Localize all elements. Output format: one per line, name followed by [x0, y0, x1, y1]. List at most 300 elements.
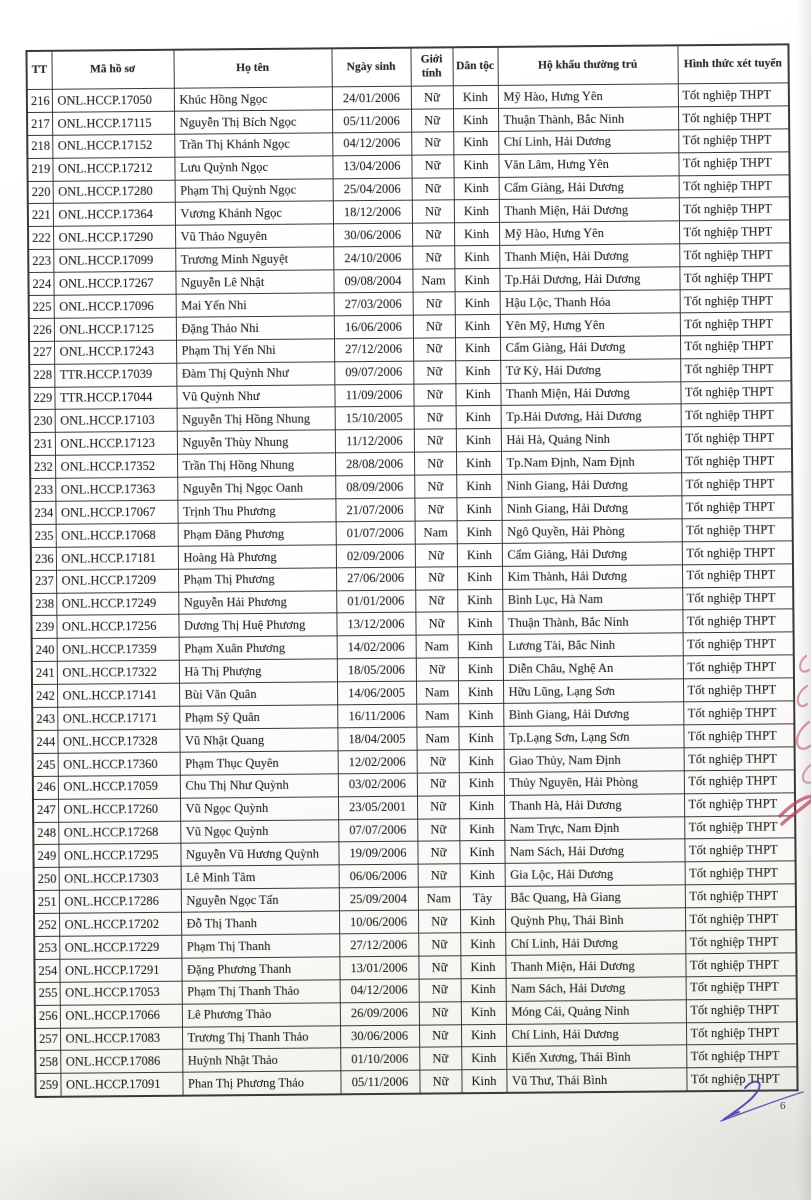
- cell-ho-khau: Ninh Giang, Hải Dương: [501, 473, 681, 497]
- cell-gioi-tinh: Nữ: [414, 452, 456, 475]
- cell-dan-toc: Kinh: [461, 978, 506, 1001]
- col-header-tt: TT: [26, 51, 51, 90]
- cell-gioi-tinh: Nữ: [417, 841, 459, 864]
- cell-gioi-tinh: Nữ: [418, 933, 460, 956]
- cell-ngay-sinh: 23/05/2001: [338, 796, 417, 820]
- cell-dan-toc: Kinh: [460, 864, 505, 887]
- cell-ho-ten: Phạm Thị Thanh Thảo: [182, 980, 340, 1004]
- col-header-gioi-tinh: Giới tính: [410, 47, 452, 86]
- cell-tt: 235: [31, 524, 56, 547]
- cell-gioi-tinh: Nữ: [417, 772, 459, 795]
- cell-ma-ho-so: ONL.HCCP.17068: [56, 523, 178, 547]
- cell-gioi-tinh: Nữ: [411, 154, 453, 177]
- cell-ngay-sinh: 14/02/2006: [337, 636, 416, 660]
- cell-hinh-thuc: Tốt nghiệp THPT: [683, 632, 794, 656]
- cell-ho-ten: Phạm Xuân Phương: [179, 636, 337, 660]
- cell-hinh-thuc: Tốt nghiệp THPT: [685, 953, 796, 977]
- cell-hinh-thuc: Tốt nghiệp THPT: [686, 998, 797, 1022]
- cell-gioi-tinh: Nữ: [416, 658, 458, 681]
- cell-ho-ten: Nguyễn Vũ Hương Quỳnh: [180, 842, 338, 866]
- cell-hinh-thuc: Tốt nghiệp THPT: [678, 152, 789, 176]
- cell-ho-khau: Bình Giang, Hải Dương: [503, 702, 683, 726]
- cell-ma-ho-so: ONL.HCCP.17050: [52, 88, 174, 112]
- cell-dan-toc: Kinh: [457, 612, 502, 635]
- cell-gioi-tinh: Nữ: [418, 956, 460, 979]
- cell-ma-ho-so: ONL.HCCP.17229: [59, 935, 181, 959]
- cell-dan-toc: Kinh: [460, 909, 505, 932]
- cell-hinh-thuc: Tốt nghiệp THPT: [684, 815, 795, 839]
- cell-ngay-sinh: 09/08/2004: [333, 269, 412, 293]
- cell-dan-toc: Kinh: [457, 566, 502, 589]
- cell-tt: 239: [31, 616, 56, 639]
- cell-ngay-sinh: 04/12/2006: [332, 132, 411, 156]
- cell-ngay-sinh: 19/09/2006: [338, 842, 417, 866]
- cell-gioi-tinh: Nữ: [413, 360, 455, 383]
- cell-gioi-tinh: Nữ: [418, 910, 460, 933]
- cell-dan-toc: Kinh: [461, 1001, 506, 1024]
- cell-hinh-thuc: Tốt nghiệp THPT: [685, 884, 796, 908]
- cell-ngay-sinh: 21/07/2006: [335, 498, 414, 522]
- cell-gioi-tinh: Nữ: [415, 566, 457, 589]
- cell-gioi-tinh: Nữ: [418, 864, 460, 887]
- cell-ho-ten: Nguyễn Thị Bích Ngọc: [174, 110, 332, 134]
- cell-dan-toc: Kinh: [453, 108, 498, 131]
- cell-ho-khau: Nam Sách, Hải Dương: [506, 977, 686, 1001]
- cell-ngay-sinh: 27/03/2006: [334, 292, 413, 316]
- cell-hinh-thuc: Tốt nghiệp THPT: [686, 1044, 797, 1068]
- cell-gioi-tinh: Nam: [415, 521, 457, 544]
- cell-ho-khau: Tp.Lạng Sơn, Lạng Sơn: [503, 725, 683, 749]
- cell-ma-ho-so: ONL.HCCP.17243: [54, 340, 176, 364]
- cell-gioi-tinh: Nữ: [414, 498, 456, 521]
- cell-ho-ten: Đặng Phương Thanh: [181, 957, 339, 981]
- cell-ho-ten: Chu Thị Như Quỳnh: [180, 774, 338, 798]
- cell-tt: 222: [28, 227, 53, 250]
- cell-hinh-thuc: Tốt nghiệp THPT: [682, 541, 793, 565]
- cell-ngay-sinh: 11/12/2006: [335, 430, 414, 454]
- cell-dan-toc: Kinh: [459, 749, 504, 772]
- cell-ho-ten: Bùi Văn Quân: [179, 682, 337, 706]
- cell-ma-ho-so: ONL.HCCP.17152: [52, 134, 174, 158]
- cell-ma-ho-so: ONL.HCCP.17328: [57, 729, 179, 753]
- cell-ma-ho-so: ONL.HCCP.17363: [55, 477, 177, 501]
- cell-ho-ten: Vũ Ngọc Quỳnh: [180, 796, 338, 820]
- cell-dan-toc: Kinh: [461, 1047, 506, 1070]
- cell-ho-khau: Bình Lục, Hà Nam: [502, 587, 682, 611]
- records-body: [27, 83, 798, 1097]
- cell-tt: 245: [33, 753, 58, 776]
- cell-ho-ten: Vũ Ngọc Quỳnh: [180, 819, 338, 843]
- cell-ho-ten: Phạm Đăng Phương: [178, 522, 336, 546]
- cell-hinh-thuc: Tốt nghiệp THPT: [680, 335, 791, 359]
- cell-ma-ho-so: ONL.HCCP.17268: [58, 821, 180, 845]
- cell-ho-ten: Trương Thị Thanh Thảo: [182, 1025, 340, 1049]
- cell-dan-toc: Kinh: [454, 269, 499, 292]
- cell-ma-ho-so: ONL.HCCP.17181: [56, 546, 178, 570]
- cell-ma-ho-so: ONL.HCCP.17303: [59, 866, 181, 890]
- cell-ngay-sinh: 05/11/2006: [340, 1070, 419, 1094]
- col-header-dan-toc: Dân tộc: [452, 47, 497, 86]
- cell-hinh-thuc: Tốt nghiệp THPT: [679, 174, 790, 198]
- cell-hinh-thuc: Tốt nghiệp THPT: [681, 426, 792, 450]
- cell-gioi-tinh: Nam: [412, 269, 454, 292]
- cell-tt: 248: [33, 822, 58, 845]
- cell-ho-ten: Vũ Nhật Quang: [179, 728, 337, 752]
- cell-ho-khau: Bắc Quang, Hà Giang: [505, 885, 685, 909]
- cell-tt: 223: [28, 250, 53, 273]
- cell-ho-khau: Gia Lộc, Hải Dương: [505, 862, 685, 886]
- cell-dan-toc: Kinh: [455, 337, 500, 360]
- cell-tt: 219: [27, 158, 52, 181]
- cell-tt: 244: [32, 730, 57, 753]
- cell-hinh-thuc: Tốt nghiệp THPT: [678, 106, 789, 130]
- cell-ma-ho-so: ONL.HCCP.17123: [55, 432, 177, 456]
- cell-ho-khau: Chí Linh, Hải Dương: [498, 130, 678, 154]
- cell-gioi-tinh: Nữ: [412, 177, 454, 200]
- cell-ma-ho-so: ONL.HCCP.17267: [53, 271, 175, 295]
- cell-ma-ho-so: ONL.HCCP.17096: [54, 294, 176, 318]
- cell-gioi-tinh: Nữ: [413, 315, 455, 338]
- cell-ho-ten: Khúc Hồng Ngọc: [174, 87, 332, 111]
- cell-hinh-thuc: Tốt nghiệp THPT: [682, 518, 793, 542]
- cell-tt: 246: [33, 776, 58, 799]
- cell-ho-khau: Tp.Hải Dương, Hải Dương: [501, 404, 681, 428]
- cell-ho-khau: Chí Linh, Hải Dương: [505, 931, 685, 955]
- cell-tt: 220: [28, 181, 53, 204]
- cell-hinh-thuc: Tốt nghiệp THPT: [686, 976, 797, 1000]
- cell-tt: 250: [34, 868, 59, 891]
- cell-ma-ho-so: TTR.HCCP.17039: [54, 363, 176, 387]
- cell-ho-ten: Nguyễn Thị Hồng Nhung: [177, 407, 335, 431]
- cell-ngay-sinh: 13/04/2006: [332, 155, 411, 179]
- cell-tt: 236: [31, 547, 56, 570]
- cell-gioi-tinh: Nữ: [415, 612, 457, 635]
- cell-ho-khau: Lương Tài, Bắc Ninh: [503, 633, 683, 657]
- cell-ho-khau: Ninh Giang, Hải Dương: [501, 496, 681, 520]
- cell-ho-ten: Phan Thị Phương Thảo: [182, 1071, 340, 1096]
- cell-gioi-tinh: Nữ: [415, 589, 457, 612]
- cell-ngay-sinh: 08/09/2006: [335, 475, 414, 499]
- cell-ho-ten: Lê Minh Tâm: [181, 865, 339, 889]
- cell-gioi-tinh: Nữ: [413, 338, 455, 361]
- cell-ngay-sinh: 01/01/2006: [336, 590, 415, 614]
- cell-ngay-sinh: 26/09/2006: [340, 1002, 419, 1026]
- cell-tt: 232: [30, 456, 55, 479]
- cell-ho-khau: Giao Thủy, Nam Định: [504, 748, 684, 772]
- cell-ho-ten: Trương Minh Nguyệt: [175, 247, 333, 271]
- cell-ma-ho-so: ONL.HCCP.17290: [53, 226, 175, 250]
- cell-ho-ten: Hà Thị Phượng: [179, 659, 337, 683]
- cell-ngay-sinh: 28/08/2006: [335, 452, 414, 476]
- col-header-ho-khau: Hộ khẩu thường trú: [497, 45, 677, 85]
- cell-ho-khau: Thuận Thành, Bắc Ninh: [498, 107, 678, 131]
- cell-ho-ten: Trịnh Thu Phương: [177, 499, 335, 523]
- cell-ma-ho-so: ONL.HCCP.17141: [57, 683, 179, 707]
- applicants-table: [25, 43, 798, 1098]
- cell-ma-ho-so: ONL.HCCP.17059: [58, 775, 180, 799]
- cell-gioi-tinh: Nữ: [411, 86, 453, 109]
- cell-ho-khau: Diễn Châu, Nghệ An: [503, 656, 683, 680]
- cell-dan-toc: Kinh: [455, 383, 500, 406]
- cell-dan-toc: Kinh: [459, 818, 504, 841]
- cell-ma-ho-so: ONL.HCCP.17091: [60, 1072, 182, 1096]
- cell-tt: 234: [30, 501, 55, 524]
- header-row: [26, 44, 788, 89]
- cell-tt: 256: [35, 1005, 60, 1028]
- cell-ngay-sinh: 11/09/2006: [334, 384, 413, 408]
- cell-hinh-thuc: Tốt nghiệp THPT: [680, 312, 791, 336]
- cell-ho-ten: Trần Thị Khánh Ngọc: [174, 133, 332, 157]
- cell-ma-ho-so: ONL.HCCP.17209: [56, 569, 178, 593]
- cell-gioi-tinh: Nữ: [419, 1001, 461, 1024]
- cell-hinh-thuc: Tốt nghiệp THPT: [679, 266, 790, 290]
- cell-tt: 247: [33, 799, 58, 822]
- cell-ngay-sinh: 05/11/2006: [332, 109, 411, 133]
- cell-ho-ten: Dương Thị Huệ Phương: [178, 613, 336, 637]
- cell-dan-toc: Kinh: [459, 772, 504, 795]
- cell-hinh-thuc: Tốt nghiệp THPT: [685, 907, 796, 931]
- cell-ho-khau: Yên Mỹ, Hưng Yên: [500, 313, 680, 337]
- cell-ma-ho-so: TTR.HCCP.17044: [54, 386, 176, 410]
- cell-hinh-thuc: Tốt nghiệp THPT: [681, 495, 792, 519]
- cell-dan-toc: Kinh: [461, 1024, 506, 1047]
- cell-gioi-tinh: Nữ: [413, 383, 455, 406]
- cell-dan-toc: Kinh: [458, 635, 503, 658]
- cell-tt: 238: [31, 593, 56, 616]
- cell-tt: 243: [32, 707, 57, 730]
- cell-gioi-tinh: Nữ: [419, 978, 461, 1001]
- cell-hinh-thuc: Tốt nghiệp THPT: [680, 289, 791, 313]
- cell-ho-ten: Đặng Thảo Nhi: [176, 316, 334, 340]
- cell-ho-ten: Phạm Thị Yến Nhi: [176, 339, 334, 363]
- cell-hinh-thuc: Tốt nghiệp THPT: [685, 930, 796, 954]
- cell-dan-toc: Tày: [460, 887, 505, 910]
- cell-gioi-tinh: Nữ: [414, 475, 456, 498]
- cell-dan-toc: Kinh: [455, 314, 500, 337]
- cell-ho-ten: Huỳnh Nhật Thảo: [182, 1048, 340, 1072]
- cell-dan-toc: Kinh: [460, 955, 505, 978]
- cell-hinh-thuc: Tốt nghiệp THPT: [683, 724, 794, 748]
- cell-ho-khau: Kim Thành, Hải Dương: [502, 565, 682, 589]
- cell-dan-toc: Kinh: [454, 246, 499, 269]
- cell-ho-ten: Phạm Sỹ Quân: [179, 705, 337, 729]
- cell-ho-ten: Hoàng Hà Phương: [178, 545, 336, 569]
- cell-ngay-sinh: 07/07/2006: [338, 819, 417, 843]
- cell-ma-ho-so: ONL.HCCP.17115: [52, 111, 174, 135]
- cell-ho-ten: Vương Khánh Ngọc: [175, 201, 333, 225]
- cell-ngay-sinh: 27/06/2006: [336, 567, 415, 591]
- cell-ma-ho-so: ONL.HCCP.17171: [57, 706, 179, 730]
- cell-hinh-thuc: Tốt nghiệp THPT: [685, 861, 796, 885]
- cell-gioi-tinh: Nữ: [419, 1070, 461, 1094]
- cell-gioi-tinh: Nữ: [414, 406, 456, 429]
- cell-ngay-sinh: 27/12/2006: [334, 338, 413, 362]
- cell-tt: 218: [27, 135, 52, 158]
- cell-dan-toc: Kinh: [458, 726, 503, 749]
- cell-hinh-thuc: Tốt nghiệp THPT: [680, 358, 791, 382]
- cell-ho-khau: Móng Cái, Quảng Ninh: [506, 999, 686, 1023]
- cell-dan-toc: Kinh: [460, 932, 505, 955]
- cell-hinh-thuc: Tốt nghiệp THPT: [683, 655, 794, 679]
- cell-gioi-tinh: Nam: [416, 681, 458, 704]
- cell-ma-ho-so: ONL.HCCP.17360: [58, 752, 180, 776]
- cell-ho-khau: Văn Lâm, Hưng Yên: [498, 152, 678, 176]
- cell-ma-ho-so: ONL.HCCP.17083: [60, 1027, 182, 1051]
- cell-dan-toc: Kinh: [457, 589, 502, 612]
- cell-tt: 217: [27, 112, 52, 135]
- cell-dan-toc: Kinh: [456, 406, 501, 429]
- cell-ho-khau: Tp.Hải Dương, Hải Dương: [499, 267, 679, 291]
- cell-hinh-thuc: Tốt nghiệp THPT: [681, 472, 792, 496]
- cell-ho-khau: Mỹ Hào, Hưng Yên: [499, 221, 679, 245]
- cell-hinh-thuc: Tốt nghiệp THPT: [684, 770, 795, 794]
- cell-tt: 237: [31, 570, 56, 593]
- cell-gioi-tinh: Nữ: [412, 200, 454, 223]
- cell-tt: 240: [32, 639, 57, 662]
- cell-ho-ten: Mai Yến Nhi: [176, 293, 334, 317]
- cell-ho-ten: Vũ Quỳnh Như: [176, 384, 334, 408]
- cell-dan-toc: Kinh: [456, 429, 501, 452]
- cell-ho-ten: Phạm Thị Thanh: [181, 934, 339, 958]
- cell-ho-khau: Thanh Hà, Hải Dương: [504, 793, 684, 817]
- cell-ma-ho-so: ONL.HCCP.17053: [60, 981, 182, 1005]
- cell-gioi-tinh: Nữ: [413, 292, 455, 315]
- cell-dan-toc: Kinh: [454, 223, 499, 246]
- cell-tt: 226: [29, 318, 54, 341]
- cell-tt: 258: [35, 1051, 60, 1074]
- cell-ma-ho-so: ONL.HCCP.17291: [59, 958, 181, 982]
- cell-ho-khau: Hữu Lũng, Lạng Sơn: [503, 679, 683, 703]
- cell-ma-ho-so: ONL.HCCP.17103: [55, 409, 177, 433]
- cell-ma-ho-so: ONL.HCCP.17322: [57, 660, 179, 684]
- cell-ngay-sinh: 30/06/2006: [340, 1025, 419, 1049]
- cell-gioi-tinh: Nữ: [412, 246, 454, 269]
- cell-ho-ten: Nguyễn Ngọc Tấn: [181, 888, 339, 912]
- cell-ngay-sinh: 03/02/2006: [338, 773, 417, 797]
- cell-gioi-tinh: Nam: [416, 635, 458, 658]
- cell-ngay-sinh: 14/06/2005: [337, 681, 416, 705]
- cell-hinh-thuc: Tốt nghiệp THPT: [684, 747, 795, 771]
- cell-ngay-sinh: 01/07/2006: [336, 521, 415, 545]
- cell-dan-toc: Kinh: [461, 1070, 506, 1094]
- cell-hinh-thuc: Tốt nghiệp THPT: [682, 586, 793, 610]
- cell-ho-khau: Cẩm Giàng, Hải Dương: [500, 336, 680, 360]
- cell-ho-khau: Hải Hà, Quảng Ninh: [501, 427, 681, 451]
- cell-hinh-thuc: Tốt nghiệp THPT: [684, 792, 795, 816]
- cell-dan-toc: Kinh: [453, 154, 498, 177]
- cell-ho-khau: Thanh Miện, Hải Dương: [505, 954, 685, 978]
- cell-tt: 241: [32, 662, 57, 685]
- cell-dan-toc: Kinh: [454, 177, 499, 200]
- cell-hinh-thuc: Tốt nghiệp THPT: [679, 197, 790, 221]
- cell-gioi-tinh: Nữ: [412, 223, 454, 246]
- page-number: 6: [780, 1100, 786, 1112]
- cell-tt: 257: [35, 1028, 60, 1051]
- cell-ho-ten: Trần Thị Hồng Nhung: [177, 453, 335, 477]
- cell-ho-khau: Tứ Kỳ, Hải Dương: [500, 359, 680, 383]
- cell-dan-toc: Kinh: [459, 841, 504, 864]
- cell-hinh-thuc: Tốt nghiệp THPT: [684, 838, 795, 862]
- cell-dan-toc: Kinh: [455, 291, 500, 314]
- cell-ho-ten: Phạm Thị Quỳnh Ngọc: [175, 178, 333, 202]
- cell-ngay-sinh: 25/04/2006: [333, 178, 412, 202]
- cell-ma-ho-so: ONL.HCCP.17125: [54, 317, 176, 341]
- cell-ho-ten: Đỗ Thị Thanh: [181, 911, 339, 935]
- cell-hinh-thuc: Tốt nghiệp THPT: [680, 380, 791, 404]
- cell-ho-khau: Chí Linh, Hải Dương: [506, 1022, 686, 1046]
- cell-ho-ten: Lưu Quỳnh Ngọc: [174, 156, 332, 180]
- cell-ma-ho-so: ONL.HCCP.17067: [55, 500, 177, 524]
- cell-tt: 224: [28, 272, 53, 295]
- cell-ho-ten: Phạm Thị Phương: [178, 568, 336, 592]
- table-container: [25, 43, 796, 1098]
- cell-tt: 242: [32, 684, 57, 707]
- cell-tt: 221: [28, 204, 53, 227]
- cell-gioi-tinh: Nam: [416, 727, 458, 750]
- cell-ngay-sinh: 16/11/2006: [337, 704, 416, 728]
- cell-ma-ho-so: ONL.HCCP.17286: [59, 889, 181, 913]
- cell-dan-toc: Kinh: [453, 85, 498, 108]
- cell-ngay-sinh: 06/06/2006: [339, 864, 418, 888]
- cell-dan-toc: Kinh: [457, 520, 502, 543]
- cell-hinh-thuc: Tốt nghiệp THPT: [678, 129, 789, 153]
- cell-hinh-thuc: Tốt nghiệp THPT: [679, 220, 790, 244]
- cell-gioi-tinh: Nam: [416, 704, 458, 727]
- cell-ngay-sinh: 24/01/2006: [332, 86, 411, 110]
- cell-ho-khau: Thủy Nguyên, Hải Phòng: [504, 771, 684, 795]
- cell-dan-toc: Kinh: [458, 658, 503, 681]
- cell-ngay-sinh: 25/09/2004: [339, 887, 418, 911]
- cell-tt: 254: [34, 959, 59, 982]
- cell-ho-ten: Đàm Thị Quỳnh Như: [176, 362, 334, 386]
- cell-ngay-sinh: 13/01/2006: [339, 956, 418, 980]
- cell-ma-ho-so: ONL.HCCP.17280: [53, 180, 175, 204]
- cell-ho-khau: Hậu Lộc, Thanh Hóa: [500, 290, 680, 314]
- cell-ho-khau: Quỳnh Phụ, Thái Bình: [505, 908, 685, 932]
- cell-dan-toc: Kinh: [456, 497, 501, 520]
- cell-ma-ho-so: ONL.HCCP.17099: [53, 248, 175, 272]
- cell-dan-toc: Kinh: [454, 200, 499, 223]
- cell-ho-ten: Nguyễn Thị Ngọc Oanh: [177, 476, 335, 500]
- cell-ho-ten: Nguyễn Lê Nhật: [175, 270, 333, 294]
- cell-ho-ten: Nguyễn Thùy Nhung: [177, 430, 335, 454]
- cell-ma-ho-so: ONL.HCCP.17352: [55, 454, 177, 478]
- cell-ma-ho-so: ONL.HCCP.17066: [60, 1004, 182, 1028]
- cell-tt: 230: [30, 410, 55, 433]
- cell-gioi-tinh: Nữ: [411, 109, 453, 132]
- cell-tt: 228: [29, 364, 54, 387]
- cell-hinh-thuc: Tốt nghiệp THPT: [682, 564, 793, 588]
- cell-tt: 233: [30, 478, 55, 501]
- cell-ngay-sinh: 09/07/2006: [334, 361, 413, 385]
- cell-ho-khau: Nam Trực, Nam Định: [504, 816, 684, 840]
- cell-gioi-tinh: Nam: [418, 887, 460, 910]
- cell-ngay-sinh: 30/06/2006: [333, 223, 412, 247]
- cell-gioi-tinh: Nữ: [411, 132, 453, 155]
- cell-dan-toc: Kinh: [459, 795, 504, 818]
- cell-tt: 225: [29, 295, 54, 318]
- cell-dan-toc: Kinh: [455, 360, 500, 383]
- cell-ma-ho-so: ONL.HCCP.17202: [59, 912, 181, 936]
- cell-ma-ho-so: ONL.HCCP.17212: [52, 157, 174, 181]
- cell-gioi-tinh: Nữ: [417, 795, 459, 818]
- cell-ma-ho-so: ONL.HCCP.17086: [60, 1050, 182, 1074]
- cell-hinh-thuc: Tốt nghiệp THPT: [686, 1067, 797, 1091]
- cell-ho-khau: Kiến Xương, Thái Bình: [506, 1045, 686, 1069]
- cell-tt: 231: [30, 433, 55, 456]
- cell-gioi-tinh: Nữ: [414, 429, 456, 452]
- cell-hinh-thuc: Tốt nghiệp THPT: [686, 1021, 797, 1045]
